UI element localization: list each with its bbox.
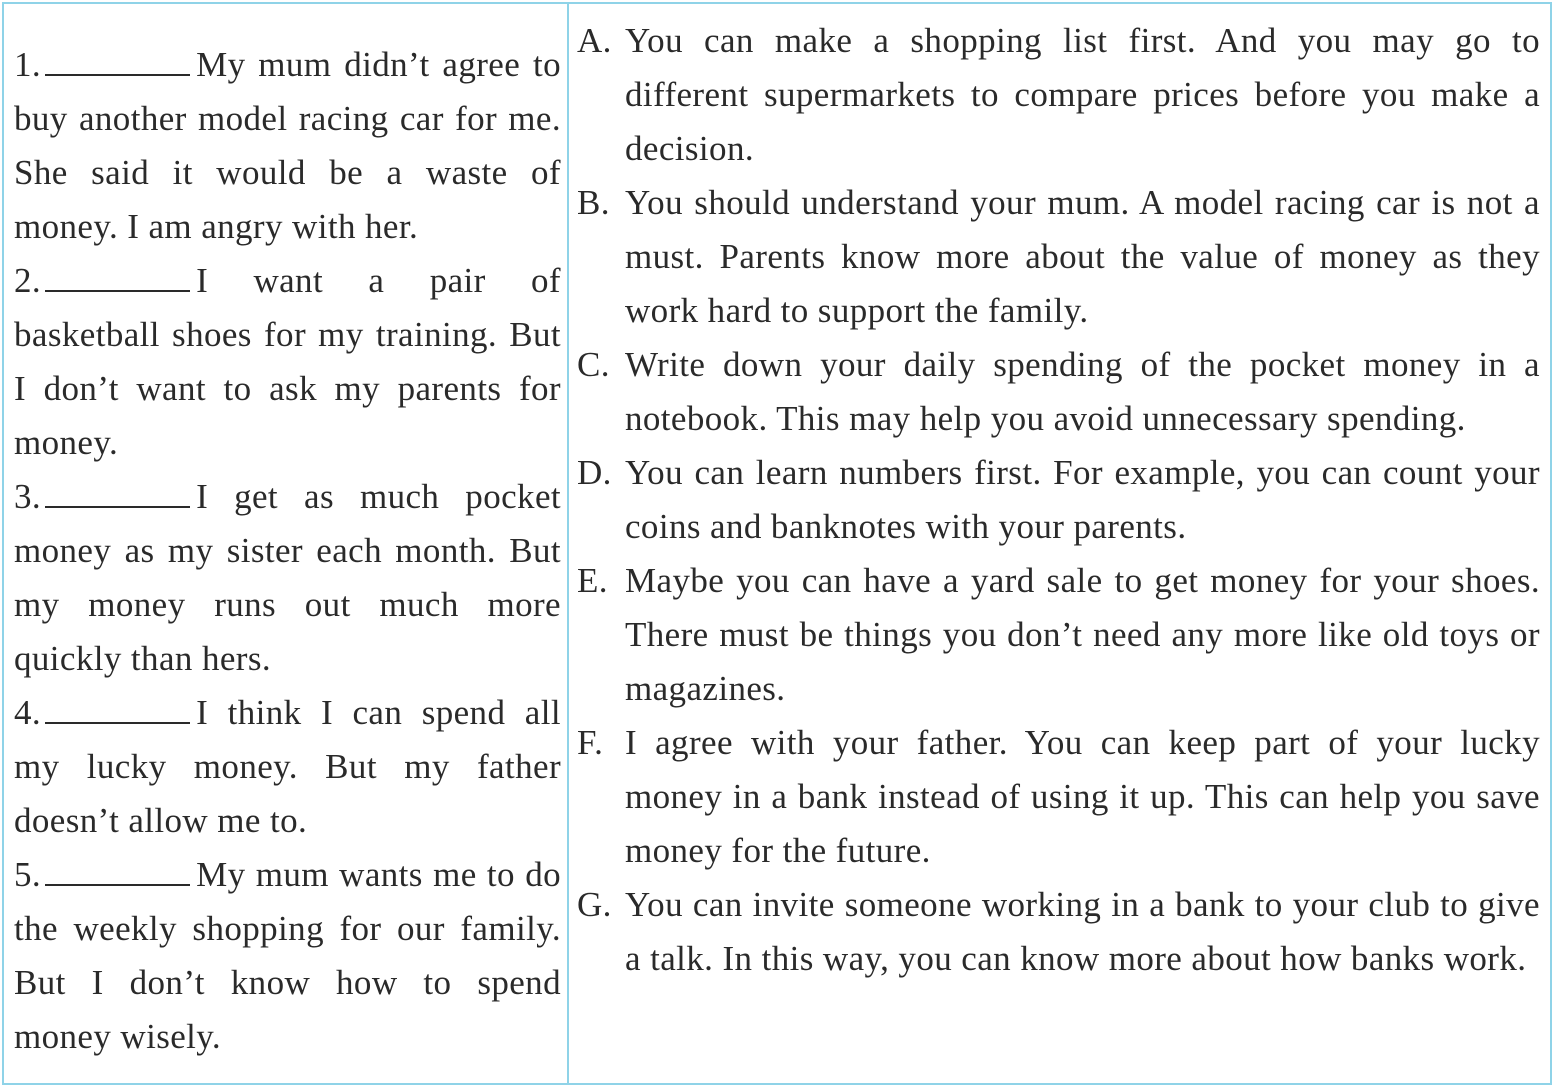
advice-letter: A. [577,21,612,60]
advice-letter: F. [577,723,604,762]
problem-item [14,470,561,686]
problem-number: 2. [14,261,42,300]
advice-letter: D. [577,453,612,492]
advice-item [577,14,1540,176]
advice-text: You should understand your mum. A model racing car is not a must. Parents know more about the value of money as they work hard to support the family. [625,183,1540,330]
answer-blank[interactable] [45,44,190,76]
advice-item [577,446,1540,554]
problems-column [4,4,569,1083]
advice-item [577,338,1540,446]
problem-item [14,686,561,848]
advice-text: You can learn numbers first. For example, you can count your coins and banknotes with your parents. [625,453,1540,546]
answer-blank[interactable] [45,476,190,508]
advice-item [577,176,1540,338]
problem-number: 1. [14,45,42,84]
problem-text: I think I can spend all my lucky money. But my father doesn’t allow me to. [14,693,561,840]
problem-number: 5. [14,855,42,894]
problem-number: 3. [14,477,42,516]
advice-text: Maybe you can have a yard sale to get money for your shoes. There must be things you don’t need any more like old toys or magazines. [625,561,1540,708]
answer-blank[interactable] [45,692,190,724]
problem-text: My mum wants me to do the weekly shopping for our family. But I don’t know how to spend money wisely. [14,855,561,1056]
advice-letter: C. [577,345,610,384]
advice-letter: E. [577,561,608,600]
advice-letter: B. [577,183,610,222]
advice-item [577,554,1540,716]
problem-text: I want a pair of basketball shoes for my training. But I don’t want to ask my parents for money. [14,261,561,462]
problem-text: I get as much pocket money as my sister each month. But my money runs out much more quickly than hers. [14,477,561,678]
advice-item [577,716,1540,878]
advice-text: You can make a shopping list first. And you may go to different supermarkets to compare prices before you make a decision. [625,21,1540,168]
advice-column [569,4,1550,1083]
matching-table [2,2,1552,1085]
advice-text: I agree with your father. You can keep part of your lucky money in a bank instead of using it up. This can help you save money for the future. [625,723,1540,870]
advice-text: Write down your daily spending of the pocket money in a notebook. This may help you avoid unnecessary spending. [625,345,1540,438]
problem-item [14,38,561,254]
problem-item [14,848,561,1064]
advice-text: You can invite someone working in a bank to your club to give a talk. In this way, you can know more about how banks work. [625,885,1540,978]
advice-letter: G. [577,885,612,924]
problem-number: 4. [14,693,42,732]
answer-blank[interactable] [45,260,190,292]
problem-text: My mum didn’t agree to buy another model racing car for me. She said it would be a waste of money. I am angry with her. [14,45,561,246]
answer-blank[interactable] [45,854,190,886]
problem-item [14,254,561,470]
advice-item [577,878,1540,986]
